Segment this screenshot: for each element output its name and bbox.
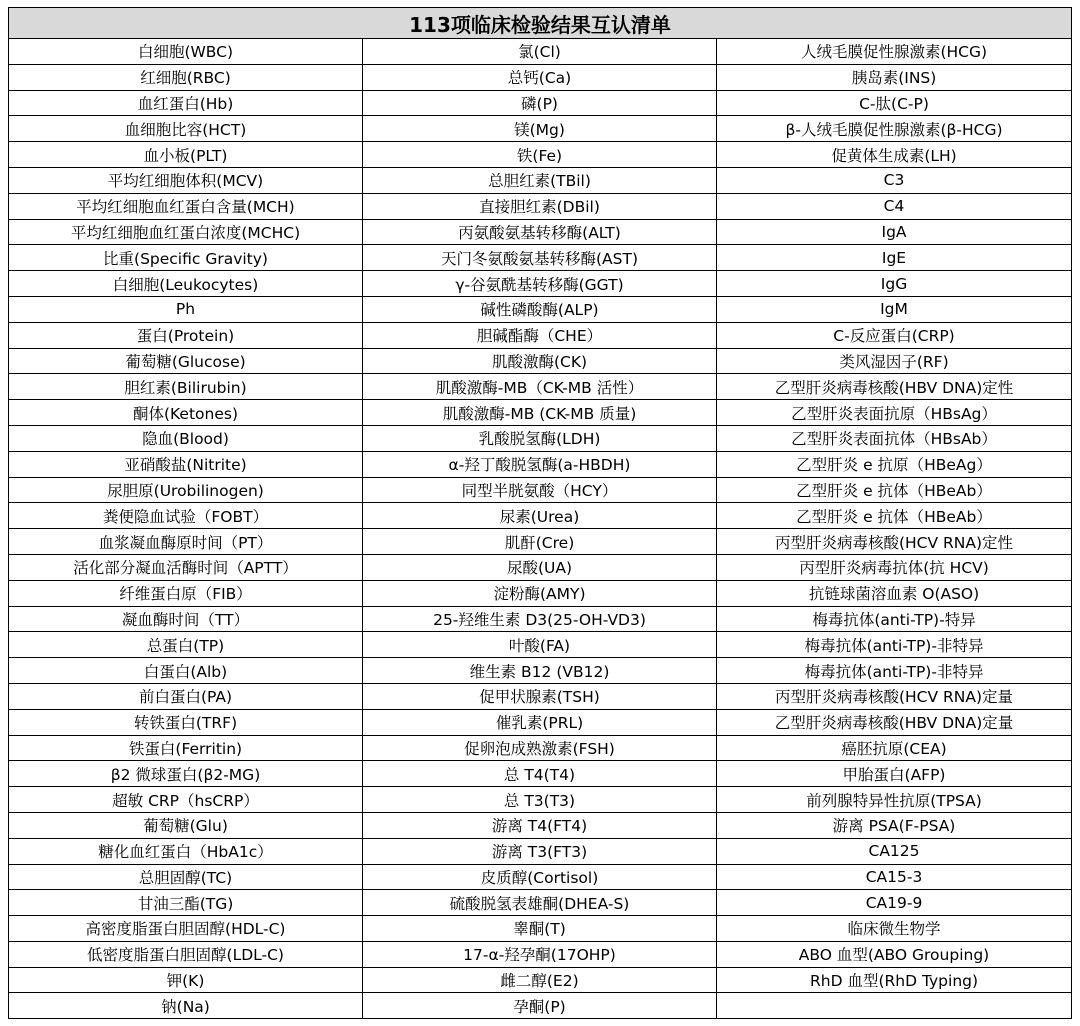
table-cell: 胰岛素(INS) — [717, 64, 1072, 90]
table-cell: IgA — [717, 219, 1072, 245]
table-row — [9, 348, 1072, 374]
table-cell: 钠(Na) — [9, 993, 363, 1019]
table-cell: CA125 — [717, 838, 1072, 864]
table-cell: 雌二醇(E2) — [363, 967, 717, 993]
table-cell: 孕酮(P) — [363, 993, 717, 1019]
table-cell: 直接胆红素(DBil) — [363, 193, 717, 219]
table-row — [9, 658, 1072, 684]
table-cell: 氯(Cl) — [363, 39, 717, 65]
table-cell: 17-α-羟孕酮(17OHP) — [363, 941, 717, 967]
table-cell: 平均红细胞血红蛋白浓度(MCHC) — [9, 219, 363, 245]
table-cell: CA19-9 — [717, 890, 1072, 916]
table-cell: 高密度脂蛋白胆固醇(HDL-C) — [9, 916, 363, 942]
table-cell: 促甲状腺素(TSH) — [363, 683, 717, 709]
table-row — [9, 400, 1072, 426]
table-cell: 平均红细胞血红蛋白含量(MCH) — [9, 193, 363, 219]
table-cell: 总蛋白(TP) — [9, 632, 363, 658]
table-row — [9, 812, 1072, 838]
table-cell: 乙型肝炎 e 抗体（HBeAb） — [717, 503, 1072, 529]
table-row — [9, 967, 1072, 993]
table-row — [9, 374, 1072, 400]
table-row — [9, 39, 1072, 65]
table-cell: 梅毒抗体(anti-TP)-非特异 — [717, 632, 1072, 658]
table-cell: 平均红细胞体积(MCV) — [9, 167, 363, 193]
table-cell: 前列腺特异性抗原(TPSA) — [717, 787, 1072, 813]
table-row — [9, 632, 1072, 658]
table-cell: 叶酸(FA) — [363, 632, 717, 658]
table-cell: 血浆凝血酶原时间（PT） — [9, 529, 363, 555]
table-row — [9, 219, 1072, 245]
table-row — [9, 709, 1072, 735]
table-row — [9, 890, 1072, 916]
table-cell: 促黄体生成素(LH) — [717, 142, 1072, 168]
table-cell: 同型半胱氨酸（HCY） — [363, 477, 717, 503]
table-cell: 类风湿因子(RF) — [717, 348, 1072, 374]
table-cell: 低密度脂蛋白胆固醇(LDL-C) — [9, 941, 363, 967]
table-row — [9, 425, 1072, 451]
table-cell: 维生素 B12 (VB12) — [363, 658, 717, 684]
table-cell: 硫酸脱氢表雄酮(DHEA-S) — [363, 890, 717, 916]
table-row — [9, 142, 1072, 168]
table-cell: IgE — [717, 245, 1072, 271]
table-cell: 血小板(PLT) — [9, 142, 363, 168]
table-cell: 游离 T3(FT3) — [363, 838, 717, 864]
table-cell — [717, 993, 1072, 1019]
table-cell: IgG — [717, 271, 1072, 297]
table-cell: 甘油三酯(TG) — [9, 890, 363, 916]
table-row — [9, 554, 1072, 580]
table-cell: 糖化血红蛋白（HbA1c） — [9, 838, 363, 864]
table-row — [9, 916, 1072, 942]
table-cell: 活化部分凝血活酶时间（APTT） — [9, 554, 363, 580]
table-row — [9, 787, 1072, 813]
table-cell: 蛋白(Protein) — [9, 322, 363, 348]
table-cell: 促卵泡成熟激素(FSH) — [363, 735, 717, 761]
table-cell: α-羟丁酸脱氢酶(a-HBDH) — [363, 451, 717, 477]
table-cell: C-反应蛋白(CRP) — [717, 322, 1072, 348]
table-cell: β2 微球蛋白(β2-MG) — [9, 761, 363, 787]
table-row — [9, 503, 1072, 529]
table-cell: 酮体(Ketones) — [9, 400, 363, 426]
table-cell: 总胆固醇(TC) — [9, 864, 363, 890]
table-row — [9, 761, 1072, 787]
table-cell: 肌酸激酶(CK) — [363, 348, 717, 374]
table-cell: 隐血(Blood) — [9, 425, 363, 451]
table-cell: 乙型肝炎 e 抗原（HBeAg） — [717, 451, 1072, 477]
table-row — [9, 941, 1072, 967]
table-cell: 梅毒抗体(anti-TP)-特异 — [717, 606, 1072, 632]
table-cell: 丙型肝炎病毒核酸(HCV RNA)定量 — [717, 683, 1072, 709]
table-cell: 镁(Mg) — [363, 116, 717, 142]
table-cell: β-人绒毛膜促性腺激素(β-HCG) — [717, 116, 1072, 142]
table-cell: 梅毒抗体(anti-TP)-非特异 — [717, 658, 1072, 684]
table-row — [9, 322, 1072, 348]
table-cell: 人绒毛膜促性腺激素(HCG) — [717, 39, 1072, 65]
checklist-sheet — [8, 7, 1071, 1019]
table-cell: 葡萄糖(Glucose) — [9, 348, 363, 374]
table-cell: 尿酸(UA) — [363, 554, 717, 580]
table-cell: 白细胞(WBC) — [9, 39, 363, 65]
table-cell: 凝血酶时间（TT） — [9, 606, 363, 632]
table-cell: 肌酸激酶-MB (CK-MB 质量) — [363, 400, 717, 426]
table-cell: CA15-3 — [717, 864, 1072, 890]
table-cell: 天门冬氨酸氨基转移酶(AST) — [363, 245, 717, 271]
table-cell: 铁蛋白(Ferritin) — [9, 735, 363, 761]
table-cell: 乳酸脱氢酶(LDH) — [363, 425, 717, 451]
table-row — [9, 580, 1072, 606]
table-cell: 淀粉酶(AMY) — [363, 580, 717, 606]
table-cell: 25-羟维生素 D3(25-OH-VD3) — [363, 606, 717, 632]
table-row — [9, 271, 1072, 297]
table-cell: C4 — [717, 193, 1072, 219]
table-cell: IgM — [717, 296, 1072, 322]
table-cell: 胆碱酯酶（CHE） — [363, 322, 717, 348]
table-cell: 碱性磷酸酶(ALP) — [363, 296, 717, 322]
table-cell: C3 — [717, 167, 1072, 193]
table-row — [9, 451, 1072, 477]
table-row — [9, 193, 1072, 219]
table-cell: RhD 血型(RhD Typing) — [717, 967, 1072, 993]
table-cell: 临床微生物学 — [717, 916, 1072, 942]
table-cell: 癌胚抗原(CEA) — [717, 735, 1072, 761]
table-cell: 总胆红素(TBil) — [363, 167, 717, 193]
table-cell: 葡萄糖(Glu) — [9, 812, 363, 838]
table-cell: 乙型肝炎表面抗体（HBsAb） — [717, 425, 1072, 451]
table-row — [9, 864, 1072, 890]
table-cell: 铁(Fe) — [363, 142, 717, 168]
table-cell: 催乳素(PRL) — [363, 709, 717, 735]
table-cell: 钾(K) — [9, 967, 363, 993]
table-cell: 丙型肝炎病毒核酸(HCV RNA)定性 — [717, 529, 1072, 555]
table-cell: 总 T3(T3) — [363, 787, 717, 813]
table-row — [9, 683, 1072, 709]
table-cell: 游离 PSA(F-PSA) — [717, 812, 1072, 838]
table-cell: 乙型肝炎表面抗原（HBsAg） — [717, 400, 1072, 426]
table-cell: 游离 T4(FT4) — [363, 812, 717, 838]
table-cell: 乙型肝炎病毒核酸(HBV DNA)定性 — [717, 374, 1072, 400]
table-title: 113项临床检验结果互认清单 — [9, 8, 1072, 39]
table-row — [9, 90, 1072, 116]
table-cell: 抗链球菌溶血素 O(ASO) — [717, 580, 1072, 606]
table-row — [9, 64, 1072, 90]
table-cell: 前白蛋白(PA) — [9, 683, 363, 709]
table-row — [9, 993, 1072, 1019]
table-cell: 乙型肝炎 e 抗体（HBeAb） — [717, 477, 1072, 503]
table-cell: 尿胆原(Urobilinogen) — [9, 477, 363, 503]
table-row — [9, 735, 1072, 761]
table-cell: 亚硝酸盐(Nitrite) — [9, 451, 363, 477]
table-cell: ABO 血型(ABO Grouping) — [717, 941, 1072, 967]
table-cell: 纤维蛋白原（FIB） — [9, 580, 363, 606]
table-row — [9, 477, 1072, 503]
table-cell: 皮质醇(Cortisol) — [363, 864, 717, 890]
table-cell: 红细胞(RBC) — [9, 64, 363, 90]
table-cell: 转铁蛋白(TRF) — [9, 709, 363, 735]
table-cell: Ph — [9, 296, 363, 322]
title-row — [9, 8, 1072, 39]
table-cell: 胆红素(Bilirubin) — [9, 374, 363, 400]
table-row — [9, 838, 1072, 864]
table-cell: 丙氨酸氨基转移酶(ALT) — [363, 219, 717, 245]
table-body — [9, 39, 1072, 1019]
table-cell: 肌酸激酶-MB（CK-MB 活性） — [363, 374, 717, 400]
table-cell: 白细胞(Leukocytes) — [9, 271, 363, 297]
table-cell: 磷(P) — [363, 90, 717, 116]
table-row — [9, 245, 1072, 271]
table-cell: γ-谷氨酰基转移酶(GGT) — [363, 271, 717, 297]
table-cell: 粪便隐血试验（FOBT） — [9, 503, 363, 529]
table-cell: 总钙(Ca) — [363, 64, 717, 90]
table-cell: 血细胞比容(HCT) — [9, 116, 363, 142]
table-row — [9, 606, 1072, 632]
table-cell: 甲胎蛋白(AFP) — [717, 761, 1072, 787]
table-row — [9, 529, 1072, 555]
table-cell: 白蛋白(Alb) — [9, 658, 363, 684]
table-row — [9, 296, 1072, 322]
checklist-table — [8, 7, 1072, 1019]
table-cell: C-肽(C-P) — [717, 90, 1072, 116]
table-cell: 乙型肝炎病毒核酸(HBV DNA)定量 — [717, 709, 1072, 735]
table-cell: 血红蛋白(Hb) — [9, 90, 363, 116]
table-cell: 睾酮(T) — [363, 916, 717, 942]
table-cell: 尿素(Urea) — [363, 503, 717, 529]
table-cell: 比重(Specific Gravity) — [9, 245, 363, 271]
table-cell: 总 T4(T4) — [363, 761, 717, 787]
table-row — [9, 116, 1072, 142]
table-cell: 超敏 CRP（hsCRP） — [9, 787, 363, 813]
table-cell: 丙型肝炎病毒抗体(抗 HCV) — [717, 554, 1072, 580]
table-row — [9, 167, 1072, 193]
table-cell: 肌酐(Cre) — [363, 529, 717, 555]
